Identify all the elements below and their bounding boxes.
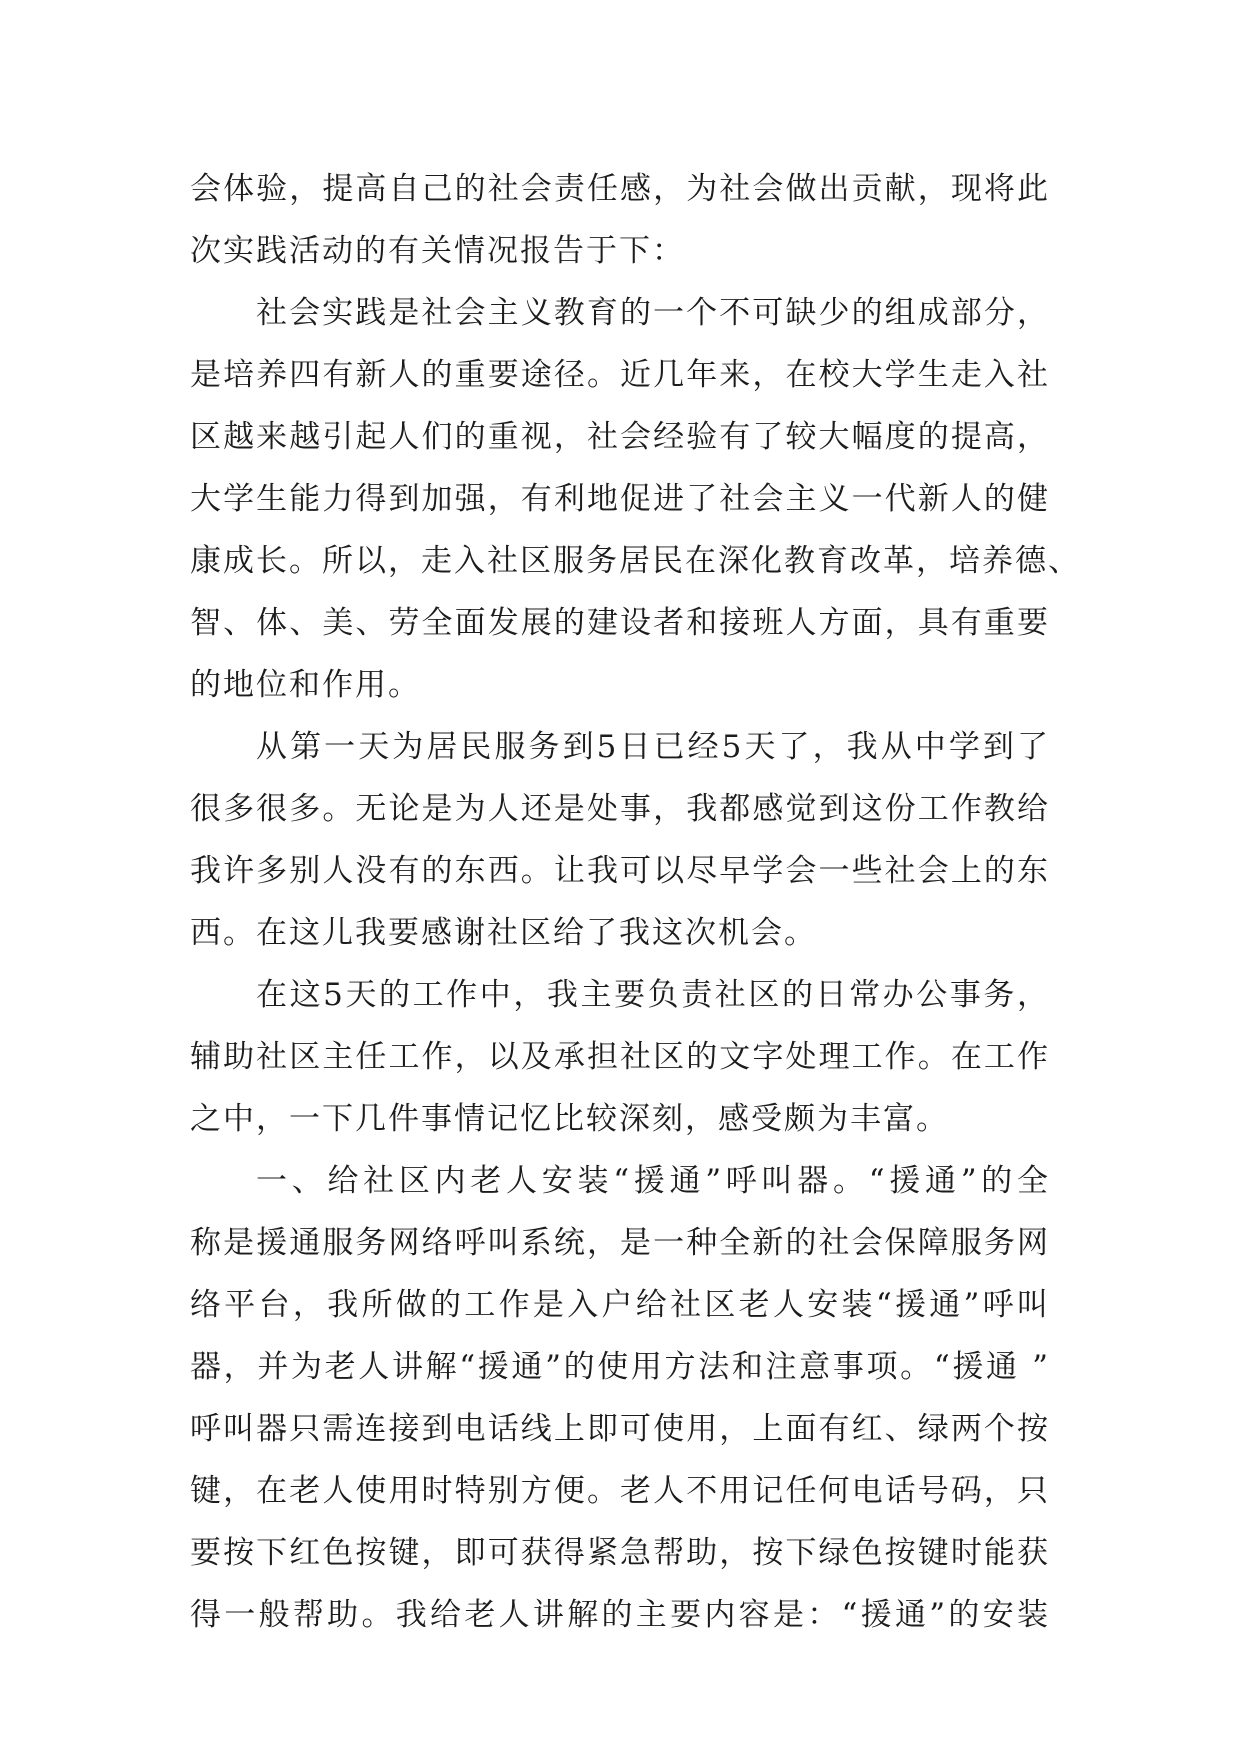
text-line: 康成长。所以，走入社区服务居民在深化教育改革，培养德、 (190, 543, 1081, 579)
text-line: 辅助社区主任工作，以及承担社区的文字处理工作。在工作 (190, 1039, 1050, 1075)
body-text (190, 158, 1081, 1646)
text-line: 西。在这儿我要感谢社区给了我这次机会。 (190, 915, 817, 951)
text-line: 一、给社区内老人安装“援通”呼叫器。“援通”的全 (256, 1163, 1050, 1199)
text-line: 器，并为老人讲解“援通”的使用方法和注意事项。“援通 ” (190, 1349, 1050, 1385)
text-line: 智、体、美、劳全面发展的建设者和接班人方面，具有重要 (190, 605, 1050, 641)
text-line: 会体验，提高自己的社会责任感，为社会做出贡献，现将此 (190, 171, 1050, 207)
text-line: 次实践活动的有关情况报告于下： (190, 233, 685, 269)
text-line: 从第一天为居民服务到5日已经5天了，我从中学到了 (256, 729, 1050, 765)
text-line: 社会实践是社会主义教育的一个不可缺少的组成部分， (256, 295, 1050, 331)
text-line: 络平台，我所做的工作是入户给社区老人安装“援通”呼叫 (190, 1287, 1050, 1323)
text-line: 是培养四有新人的重要途径。近几年来，在校大学生走入社 (190, 357, 1050, 393)
text-line: 称是援通服务网络呼叫系统，是一种全新的社会保障服务网 (190, 1225, 1050, 1261)
text-line: 的地位和作用。 (190, 667, 421, 703)
text-line: 很多很多。无论是为人还是处事，我都感觉到这份工作教给 (190, 791, 1050, 827)
text-line: 大学生能力得到加强，有利地促进了社会主义一代新人的健 (190, 481, 1050, 517)
text-line: 区越来越引起人们的重视，社会经验有了较大幅度的提高， (190, 419, 1050, 455)
text-line: 在这5天的工作中，我主要负责社区的日常办公事务， (256, 977, 1050, 1013)
text-line: 得一般帮助。我给老人讲解的主要内容是：“援通”的安装 (190, 1597, 1050, 1633)
text-line: 键，在老人使用时特别方便。老人不用记任何电话号码，只 (190, 1473, 1050, 1509)
text-line: 我许多别人没有的东西。让我可以尽早学会一些社会上的东 (190, 853, 1050, 889)
text-line: 之中，一下几件事情记忆比较深刻，感受颇为丰富。 (190, 1101, 949, 1137)
text-line: 呼叫器只需连接到电话线上即可使用，上面有红、绿两个按 (190, 1411, 1050, 1447)
text-line: 要按下红色按键，即可获得紧急帮助，按下绿色按键时能获 (190, 1535, 1050, 1571)
